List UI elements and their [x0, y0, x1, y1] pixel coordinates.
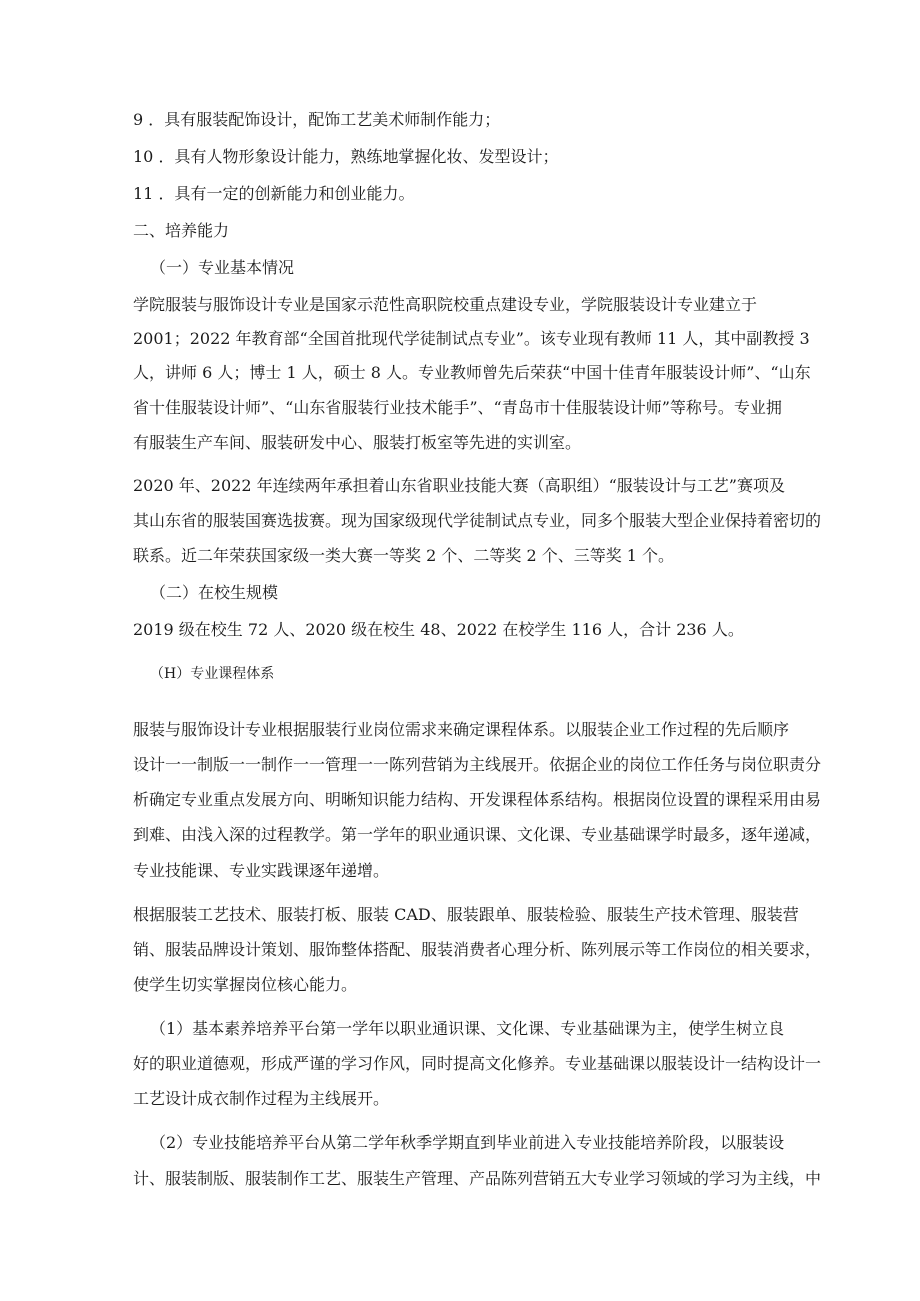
paragraph-line: 有服装生产车间、服装研发中心、服装打板室等先进的实训室。	[133, 433, 582, 452]
subheading-1: （一）专业基本情况	[150, 258, 295, 277]
paragraph-line: （2）专业技能培养平台从第二学年秋季学期直到毕业前进入专业技能培养阶段，以服装设	[150, 1133, 785, 1152]
paragraph-line: 联系。近二年荣获国家级一类大赛一等奖 2 个、二等奖 2 个、三等奖 1 个。	[133, 546, 675, 565]
paragraph-line: 人，讲师 6 人；博士 1 人，硕士 8 人。专业教师曾先后荣获“中国十佳青年服装设计师”、“山东	[133, 363, 811, 382]
subheading-3: （H）专业课程体系	[150, 666, 275, 682]
paragraph-line: 2019 级在校生 72 人、2020 级在校生 48、2022 在校学生 116 人，合计 236 人。	[133, 620, 744, 639]
paragraph-line: 2020 年、2022 年连续两年承担着山东省职业技能大赛（高职组）“服装设计与工艺”赛项及	[133, 476, 785, 495]
paragraph-line: 计、服装制版、服装制作工艺、服装生产管理、产品陈列营销五大专业学习领域的学习为主线，中	[133, 1169, 822, 1188]
list-item-9: 9 ．具有服装配饰设计，配饰工艺美术师制作能力；	[133, 110, 501, 129]
paragraph-line: 其山东省的服装国赛选拔赛。现为国家级现代学徒制试点专业，同多个服装大型企业保持着密切的	[133, 511, 822, 530]
paragraph-line: 好的职业道德观，形成严谨的学习作风，同时提高文化修养。专业基础课以服装设计一结构设计一	[133, 1054, 822, 1073]
paragraph-line: 学院服装与服饰设计专业是国家示范性高职院校重点建设专业，学院服装设计专业建立于	[133, 295, 758, 314]
paragraph-line: 专业技能课、专业实践课逐年递增。	[133, 861, 390, 880]
paragraph-line: 到难、由浅入深的过程教学。第一学年的职业通识课、文化课、专业基础课学时最多，逐年递减，	[133, 825, 822, 844]
paragraph-line: （1）基本素养培养平台第一学年以职业通识课、文化课、专业基础课为主，使学生树立良	[150, 1019, 785, 1038]
paragraph-line: 销、服装品牌设计策划、服饰整体搭配、服装消费者心理分析、陈列展示等工作岗位的相关要求，	[133, 940, 822, 959]
list-item-11: 11 ．具有一定的创新能力和创业能力。	[133, 184, 415, 203]
paragraph-line: 使学生切实掌握岗位核心能力。	[133, 975, 358, 994]
paragraph-line: 省十佳服装设计师”、“山东省服装行业技术能手”、“青岛市十佳服装设计师”等称号。专业拥	[133, 398, 782, 417]
paragraph-line: 设计一一制版一一制作一一管理一一陈列营销为主线展开。依据企业的岗位工作任务与岗位职责分	[133, 755, 822, 774]
list-item-10: 10 ．具有人物形象设计能力，熟练地掌握化妆、发型设计；	[133, 147, 559, 166]
paragraph-line: 根据服装工艺技术、服装打板、服装 CAD、服装跟单、服装检验、服装生产技术管理、服装营	[133, 905, 799, 924]
paragraph-line: 析确定专业重点发展方向、明晰知识能力结构、开发课程体系结构。根据岗位设置的课程采用由易	[133, 790, 822, 809]
paragraph-line: 2001；2022 年教育部“全国首批现代学徒制试点专业”。该专业现有教师 11 人，其中副教授 3	[133, 329, 810, 348]
subheading-2: （二）在校生规模	[150, 583, 279, 602]
paragraph-line: 工艺设计成衣制作过程为主线展开。	[133, 1089, 390, 1108]
paragraph-line: 服装与服饰设计专业根据服装行业岗位需求来确定课程体系。以服装企业工作过程的先后顺序	[133, 720, 790, 739]
section-heading-2: 二、培养能力	[133, 221, 230, 240]
